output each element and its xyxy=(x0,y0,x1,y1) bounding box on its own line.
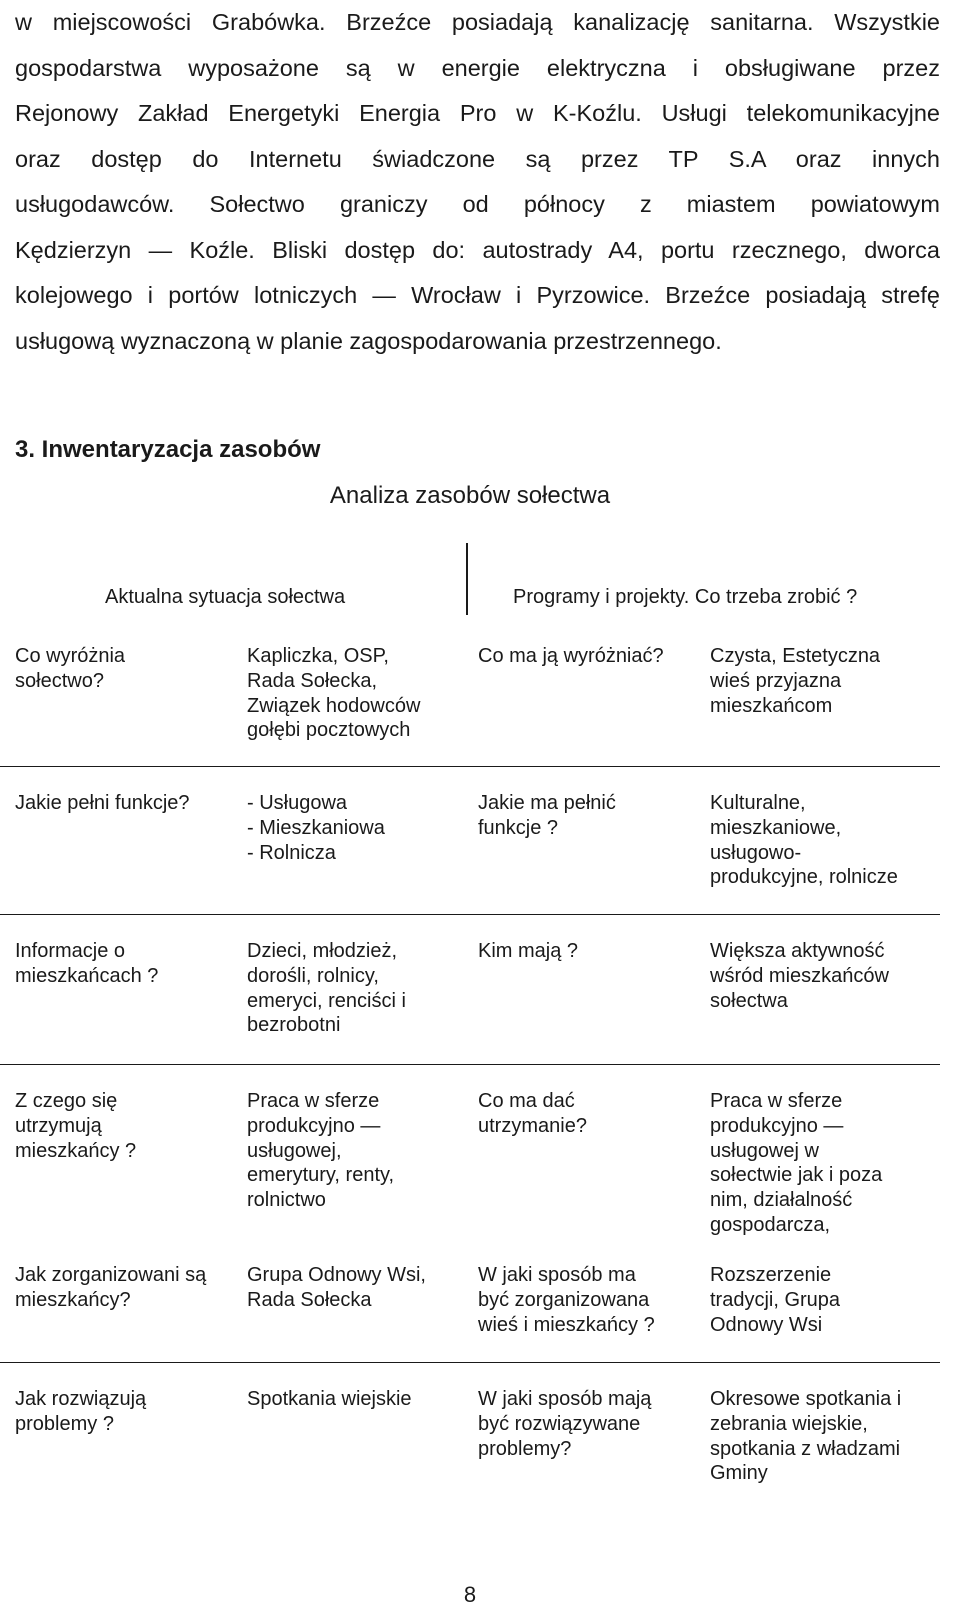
answer-current: Dzieci, młodzież, dorośli, rolnicy, emeryci, renciści i bezrobotni xyxy=(247,940,406,1037)
question-future: W jaki sposób ma być zorganizowana wieś i mieszkańcy ? xyxy=(478,1264,655,1336)
answer-future: Rozszerzenie tradycji, Grupa Odnowy Wsi xyxy=(710,1264,841,1336)
table-row xyxy=(0,1240,940,1363)
table-row xyxy=(0,1362,940,1512)
intro-line: w miejscowości Grabówka. Brzeźce posiadają kanalizację sanitarna. Wszystkie xyxy=(15,9,940,35)
answer-future: Czysta, Estetyczna wieś przyjazna mieszkańcom xyxy=(710,645,881,717)
answer-current: Grupa Odnowy Wsi, Rada Sołecka xyxy=(247,1264,426,1311)
table-subtitle: Analiza zasobów sołectwa xyxy=(329,482,611,509)
question-future: Co ma dać utrzymanie? xyxy=(478,1090,587,1137)
answer-current: Kapliczka, OSP, Rada Sołecka, Związek hodowców gołębi pocztowych xyxy=(247,645,421,742)
intro-line: gospodarstwa wyposażone są w energie elektryczna i obsługiwane przez xyxy=(15,54,940,81)
column-divider xyxy=(466,543,468,615)
intro-paragraph xyxy=(15,0,940,364)
intro-line: oraz dostęp do Internetu świadczone są przez TP S.A oraz innych xyxy=(15,145,940,172)
intro-line: Rejonowy Zakład Energetyki Energia Pro w K-Koźlu. Usługi telekomunikacyjne xyxy=(15,100,940,126)
answer-future: Okresowe spotkania i zebrania wiejskie, spotkania z władzami Gminy xyxy=(710,1388,902,1485)
column-header-plans: Programy i projekty. Co trzeba zrobić ? xyxy=(513,586,858,608)
question-future: Jakie ma pełnić funkcje ? xyxy=(478,792,616,839)
intro-line: usługową wyznaczoną w planie zagospodarowania przestrzennego. xyxy=(15,327,722,354)
question-future: Co ma ją wyróżniać? xyxy=(478,645,664,667)
section-heading: 3. Inwentaryzacja zasobów xyxy=(15,436,321,463)
intro-line: Kędzierzyn — Koźle. Bliski dostęp do: autostrady A4, portu rzecznego, dworca xyxy=(15,236,940,263)
answer-current: Praca w sferze produkcyjno — usługowej, emerytury, renty, rolnictwo xyxy=(247,1090,395,1212)
table-row xyxy=(0,640,940,767)
page-number: 8 xyxy=(463,1582,477,1607)
question-current: Jak rozwiązują problemy ? xyxy=(15,1388,147,1435)
question-current: Jakie pełni funkcje? xyxy=(15,792,190,814)
question-future: Kim mają ? xyxy=(478,940,579,962)
intro-line: kolejowego i portów lotniczych — Wrocław i Pyrzowice. Brzeźce posiadają strefę xyxy=(15,282,940,308)
table-row xyxy=(0,914,940,1065)
answer-future: Większa aktywność wśród mieszkańców sołectwa xyxy=(710,940,889,1012)
answer-future: Kulturalne, mieszkaniowe, usługowo- produkcyjne, rolnicze xyxy=(710,792,898,889)
answer-future: Praca w sferze produkcyjno — usługowej w sołectwie jak i poza nim, działalność gospodarcza, xyxy=(710,1090,883,1236)
question-current: Informacje o mieszkańcach ? xyxy=(15,940,159,987)
table-row xyxy=(0,1064,940,1240)
question-current: Co wyróżnia sołectwo? xyxy=(15,645,126,692)
question-current: Z czego się utrzymują mieszkańcy ? xyxy=(15,1090,137,1162)
column-header-current: Aktualna sytuacja sołectwa xyxy=(105,586,346,608)
intro-line: usługodawców. Sołectwo graniczy od północy z miastem powiatowym xyxy=(15,191,940,217)
answer-current: Spotkania wiejskie xyxy=(247,1388,412,1410)
question-future: W jaki sposób mają być rozwiązywane problemy? xyxy=(478,1388,652,1460)
answer-current: - Usługowa - Mieszkaniowa - Rolnicza xyxy=(247,792,385,864)
question-current: Jak zorganizowani są mieszkańcy? xyxy=(15,1264,207,1311)
table-row xyxy=(0,766,940,915)
